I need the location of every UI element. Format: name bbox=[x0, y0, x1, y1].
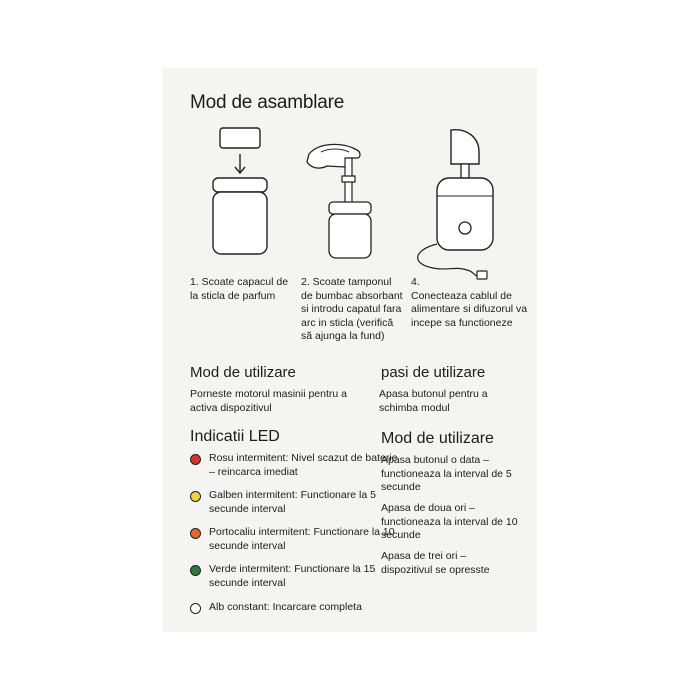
step4-text: 4. Conecteaza cablul de alimentare si difuzorul va incepe sa functioneze bbox=[411, 276, 528, 329]
led-item-red bbox=[190, 452, 399, 479]
orange-dot-icon bbox=[190, 528, 201, 539]
step1-text: 1. Scoate capacul de la sticla de parfum bbox=[190, 276, 289, 302]
step1-illustration bbox=[208, 128, 278, 258]
led-item-green bbox=[190, 563, 399, 590]
led-item-text: Alb constant: Incarcare completa bbox=[209, 601, 362, 613]
step4-illustration bbox=[403, 126, 513, 286]
usage-right-title: pasi de utilizare bbox=[381, 364, 486, 381]
led-title: Indicatii LED bbox=[190, 428, 280, 445]
usage-left-text: Porneste motorul masinii pentru a activa dispozitivul bbox=[190, 388, 347, 414]
usage-right-text: Apasa butonul pentru a schimba modul bbox=[379, 388, 488, 414]
modes-title: Mod de utilizare bbox=[381, 430, 494, 447]
yellow-dot-icon bbox=[190, 491, 201, 502]
white-dot-icon bbox=[190, 603, 201, 614]
mode-item-3: Apasa de trei ori – dispozitivul se opresste bbox=[381, 550, 490, 576]
led-item-yellow bbox=[190, 489, 399, 516]
led-item-text: Portocaliu intermitent: Functionare la 10 secunde interval bbox=[209, 526, 395, 552]
instruction-card bbox=[163, 68, 537, 632]
mode-item-1: Apasa butonul o data – functioneaza la interval de 5 secunde bbox=[381, 454, 512, 493]
assembly-title: Mod de asamblare bbox=[190, 92, 345, 113]
green-dot-icon bbox=[190, 565, 201, 576]
led-item-text: Galben intermitent: Functionare la 5 secunde interval bbox=[209, 489, 376, 515]
led-item-text: Rosu intermitent: Nivel scazut de baterie – reincarca imediat bbox=[209, 452, 398, 478]
usage-left-title: Mod de utilizare bbox=[190, 364, 296, 381]
mode-item-2: Apasa de doua ori – functioneaza la interval de 10 secunde bbox=[381, 502, 518, 541]
led-item-orange bbox=[190, 526, 399, 553]
led-item-text: Verde intermitent: Functionare la 15 secunde interval bbox=[209, 563, 376, 589]
step2-illustration bbox=[301, 136, 381, 261]
led-item-white bbox=[190, 601, 399, 615]
step2-text: 2. Scoate tamponul de bumbac absorbant si introdu capatul fara arc in sticla (verifică să ajunga la fund) bbox=[301, 276, 403, 342]
red-dot-icon bbox=[190, 454, 201, 465]
